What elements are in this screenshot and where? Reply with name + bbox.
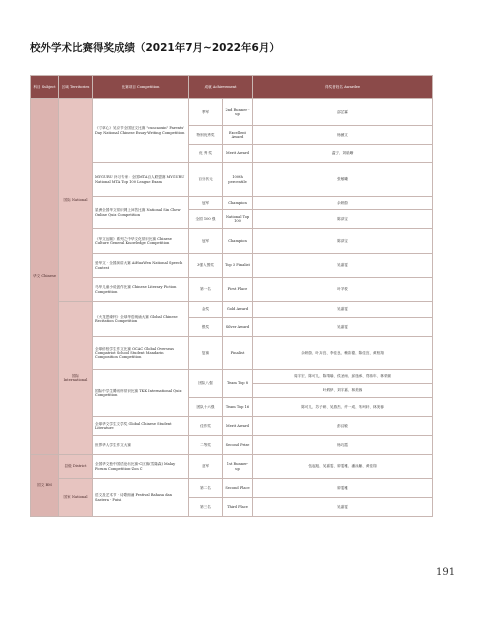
- awardee-cell: 伍起旭、吴嘉雯、廖雯雅、潘泳藤、黄佳翔: [253, 455, 433, 479]
- achievement-cell: 团队十六强: [189, 398, 223, 417]
- awardee-cell: 吴嘉雯: [253, 254, 433, 278]
- achievement-cell: 3强入围奖: [189, 254, 223, 278]
- competition-cell: 国际中学生腾讯杯常识比赛 TKK International Quiz Competition: [93, 370, 189, 417]
- territory-national: 国家 National: [59, 479, 93, 517]
- achievement-cell: 复赛: [189, 337, 223, 370]
- achievement-en-cell: 1st Runner-up: [223, 455, 253, 479]
- awardee-cell: 吴嘉雯: [253, 498, 433, 517]
- achievement-cell: 冠军: [189, 229, 223, 254]
- awardee-cell: 邵芷霖: [253, 99, 433, 126]
- achievement-cell: 亚军: [189, 455, 223, 479]
- achievement-cell: 金奖: [189, 302, 223, 318]
- achievement-en-cell: Second Place: [223, 479, 253, 498]
- achievement-en-cell: 2nd Runner -up: [223, 99, 253, 126]
- achievement-cell: 第一名: [189, 278, 223, 302]
- awardee-cell: 叶炳伊、刘宇嘉、林美蓉: [253, 384, 433, 398]
- achievement-cell: 全国 100 强: [189, 210, 223, 229]
- awardee-cell: 杨巧霞: [253, 436, 433, 455]
- awardee-cell: 温宁、刘晗晰: [253, 145, 433, 163]
- competition-cell: MYGURU 补习专家：全国MTA百人联盟赛 MYGURU National MTA Top 100 League Exam: [93, 163, 189, 197]
- table-row: [31, 302, 433, 318]
- page-title: 校外学术比赛得奖成绩（2021年7月~2022年6月）: [30, 42, 280, 54]
- achievement-en-cell: Excellent Award: [223, 126, 253, 145]
- table-header-row: [31, 76, 433, 99]
- awards-table-container: [30, 75, 432, 517]
- awardee-cell: 张敏曦: [253, 163, 433, 197]
- competition-cell: 《寸草心》吴京节全国征文比赛 "cuncaoxin" Parents' Day National Chinese Essay-Writing Competition: [93, 99, 189, 163]
- achievement-en-cell: First Place: [223, 278, 253, 302]
- achievement-cell: 二等奖: [189, 436, 223, 455]
- table-row: [31, 455, 433, 479]
- achievement-cell: 第二名: [189, 479, 223, 498]
- header-territory: 区域 Territories: [59, 76, 93, 99]
- competition-cell: 爱华文 · 全国演讲大赛 AiHuaWen National Speech Contest: [93, 254, 189, 278]
- achievement-en-cell: Finalist: [223, 337, 253, 370]
- awardee-cell: 彭汉敏: [253, 417, 433, 436]
- awardee-cell: 陈泽宝: [253, 210, 433, 229]
- table-row: [31, 99, 433, 126]
- header-subject: 科目 Subject: [31, 76, 59, 99]
- achievement-en-cell: Team Top 16: [223, 398, 253, 417]
- awardee-cell: 陈可儿、苏子研、吴燕杰、许一成、朱珂轩、林美蓉: [253, 398, 433, 417]
- achievement-cell: 佳作奖: [189, 417, 223, 436]
- achievement-cell: 团队八强: [189, 370, 223, 398]
- achievement-cell: 优 秀 奖: [189, 145, 223, 163]
- achievement-en-cell: Team Top 8: [223, 370, 253, 398]
- awardee-cell: 叶芊枚: [253, 278, 433, 302]
- achievement-cell: 百分状元: [189, 163, 223, 197]
- competition-cell: 世界华人学生作文大赛: [93, 436, 189, 455]
- achievement-cell: 银奖: [189, 318, 223, 337]
- competition-cell: 全球华文学生文学奖 Global Chinese Student Literature: [93, 417, 189, 436]
- competition-cell: 《火龙恩缘杯》全球华语朗诵大赛 Global Chinese Recitation Competition: [93, 302, 189, 337]
- awardee-cell: 吴嘉雯: [253, 318, 433, 337]
- table-row: [31, 479, 433, 498]
- awardee-cell: 余妍蔚、叶卉宜、李佳良、赖彩德、陈佳宜、黄柏翔: [253, 337, 433, 370]
- achievement-cell: 第三名: [189, 498, 223, 517]
- awardee-cell: 陈泽宝: [253, 229, 433, 254]
- subject-malay: 国文 BM: [31, 455, 59, 517]
- competition-cell: 全球侨校学生作文比赛 OCAC Global Overseas Compatriot School Student Mandarin Composition Competition: [93, 337, 189, 370]
- header-awardees: 得奖者姓名 Awardee: [253, 76, 433, 99]
- competition-cell: 马华儿童小说创作比赛 Chinese Literary Fiction Competition: [93, 278, 189, 302]
- achievement-en-cell: Merit Award: [223, 417, 253, 436]
- subject-chinese: 华文 Chinese: [31, 99, 59, 455]
- achievement-en-cell: National Top 100: [223, 210, 253, 229]
- achievement-en-cell: Third Place: [223, 498, 253, 517]
- header-achievement: 成就 Achievement: [189, 76, 253, 99]
- achievement-en-cell: Champion: [223, 197, 253, 210]
- achievement-en-cell: Top 3 Finalist: [223, 254, 253, 278]
- awardee-cell: 周宇宏、陈可儿、陈靖瑜、侯圣雨、邱逸承、郑伟年、林采频: [253, 370, 433, 384]
- achievement-cell: 冠军: [189, 197, 223, 210]
- achievement-en-cell: Silver Award: [223, 318, 253, 337]
- competition-cell: 全国华文独中国语论坛比赛-C区赛(雪隆森) Malay Forum Competition-Zon C: [93, 455, 189, 479]
- achievement-en-cell: Second Prize: [223, 436, 253, 455]
- awardee-cell: 吴嘉雯: [253, 302, 433, 318]
- awardee-cell: 廖雯雅: [253, 479, 433, 498]
- competition-cell: 语文及艺术节 · 诗歌朗诵 Festival Bahasa dan Sastera - Puisi: [93, 479, 189, 517]
- achievement-en-cell: Champion: [223, 229, 253, 254]
- awardee-cell: 杨薇文: [253, 126, 433, 145]
- achievement-cell: 季军: [189, 99, 223, 126]
- page-number: 191: [436, 567, 456, 578]
- competition-cell: 《华文达顺》系列之中华文化常识比赛 Chinese Culture General Knowledge Competition: [93, 229, 189, 254]
- achievement-cell: 特别优秀奖: [189, 126, 223, 145]
- awards-table: [30, 75, 433, 517]
- achievement-en-cell: 100th percentile: [223, 163, 253, 197]
- achievement-en-cell: Merit Award: [223, 145, 253, 163]
- competition-cell: 星洲全国华文常识网上问答比赛 National Sin Chew Online Quiz Competition: [93, 197, 189, 229]
- territory-national: 国际 National: [59, 99, 93, 302]
- awardee-cell: 余妍蔚: [253, 197, 433, 210]
- achievement-en-cell: Gold Award: [223, 302, 253, 318]
- header-competition: 比赛项目 Competition: [93, 76, 189, 99]
- territory-international: 国际 International: [59, 302, 93, 455]
- territory-district: 县级 District: [59, 455, 93, 479]
